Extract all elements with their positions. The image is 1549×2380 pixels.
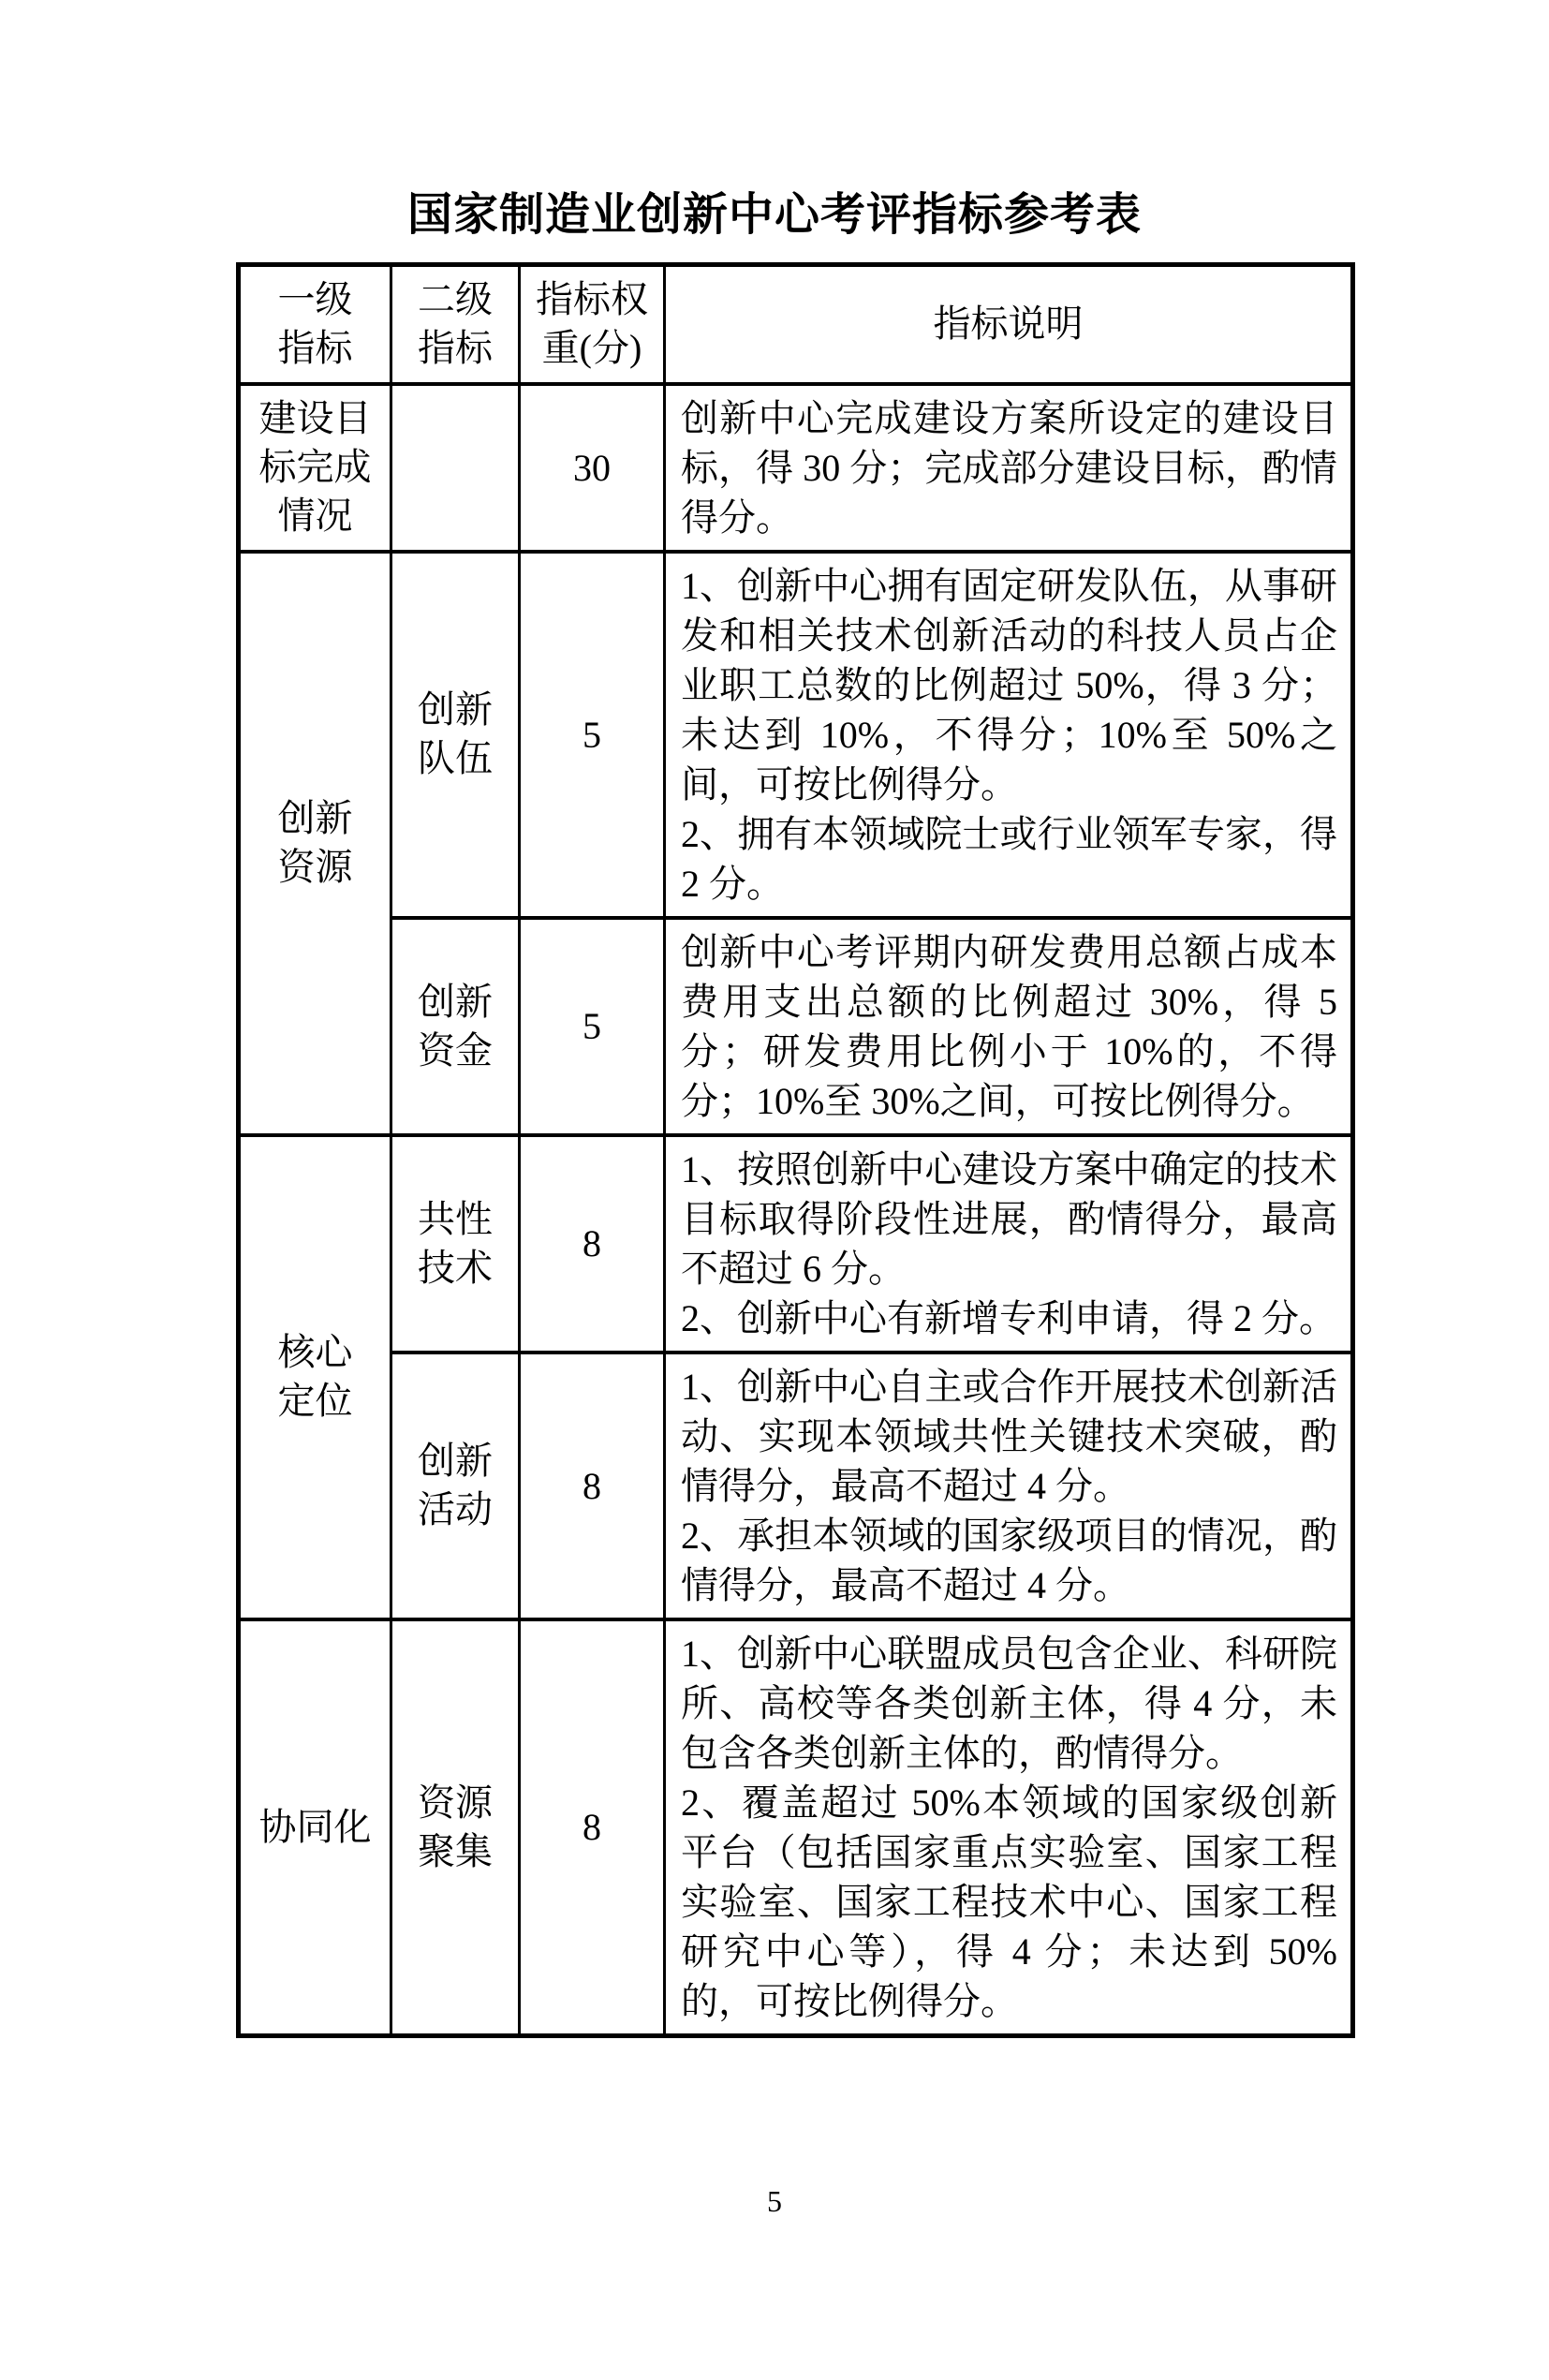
header-weight: 指标权 重(分) [520,265,665,384]
level2-cell: 创新 队伍 [391,552,520,918]
weight-cell: 5 [520,918,665,1135]
header-level1: 一级 指标 [239,265,391,384]
page-number: 5 [767,2184,782,2218]
level2-cell: 创新 活动 [391,1353,520,1619]
weight-cell: 8 [520,1353,665,1619]
level1-cell: 协同化 [239,1619,391,2036]
description-cell: 1、创新中心自主或合作开展技术创新活动、实现本领域共性关键技术突破，酌情得分，最高不超过 4 分。 2、承担本领域的国家级项目的情况，酌情得分，最高不超过 4 分。 [665,1353,1353,1619]
description-cell: 创新中心完成建设方案所设定的建设目标，得 30 分；完成部分建设目标，酌情得分。 [665,384,1353,552]
level1-cell: 创新 资源 [239,552,391,1135]
page-title: 国家制造业创新中心考评指标参考表 [406,190,1142,240]
indicator-table [236,262,1355,2038]
table-row [239,384,1353,552]
header-description: 指标说明 [665,265,1353,384]
weight-cell: 30 [520,384,665,552]
description-cell: 1、创新中心拥有固定研发队伍，从事研发和相关技术创新活动的科技人员占企业职工总数的比例超过 50%，得 3 分；未达到 10%，不得分；10%至 50%之间，可按比例得分。 2、拥有本领域院士或行业领军专家，得 2 分。 [665,552,1353,918]
table-row [239,918,1353,1135]
description-cell: 1、按照创新中心建设方案中确定的技术目标取得阶段性进展，酌情得分，最高不超过 6 分。 2、创新中心有新增专利申请，得 2 分。 [665,1135,1353,1353]
table-row [239,1135,1353,1353]
weight-cell: 8 [520,1619,665,2036]
level2-cell: 资源 聚集 [391,1619,520,2036]
description-cell: 1、创新中心联盟成员包含企业、科研院所、高校等各类创新主体，得 4 分，未包含各类创新主体的，酌情得分。 2、覆盖超过 50%本领域的国家级创新平台（包括国家重点实验室、国家工程实验室、国家工程技术中心、国家工程研究中心等），得 4 分；未达到 50%的，可按比例得分。 [665,1619,1353,2036]
header-level2: 二级 指标 [391,265,520,384]
table-row [239,552,1353,918]
weight-cell: 8 [520,1135,665,1353]
level1-cell: 建设目 标完成 情况 [239,384,391,552]
level1-cell: 核心 定位 [239,1135,391,1619]
table-row [239,1619,1353,2036]
level2-cell: 共性 技术 [391,1135,520,1353]
level2-cell: 创新 资金 [391,918,520,1135]
table-header-row [239,265,1353,384]
table-row [239,1353,1353,1619]
level2-cell [391,384,520,552]
weight-cell: 5 [520,552,665,918]
description-cell: 创新中心考评期内研发费用总额占成本费用支出总额的比例超过 30%，得 5 分；研发费用比例小于 10%的，不得分；10%至 30%之间，可按比例得分。 [665,918,1353,1135]
